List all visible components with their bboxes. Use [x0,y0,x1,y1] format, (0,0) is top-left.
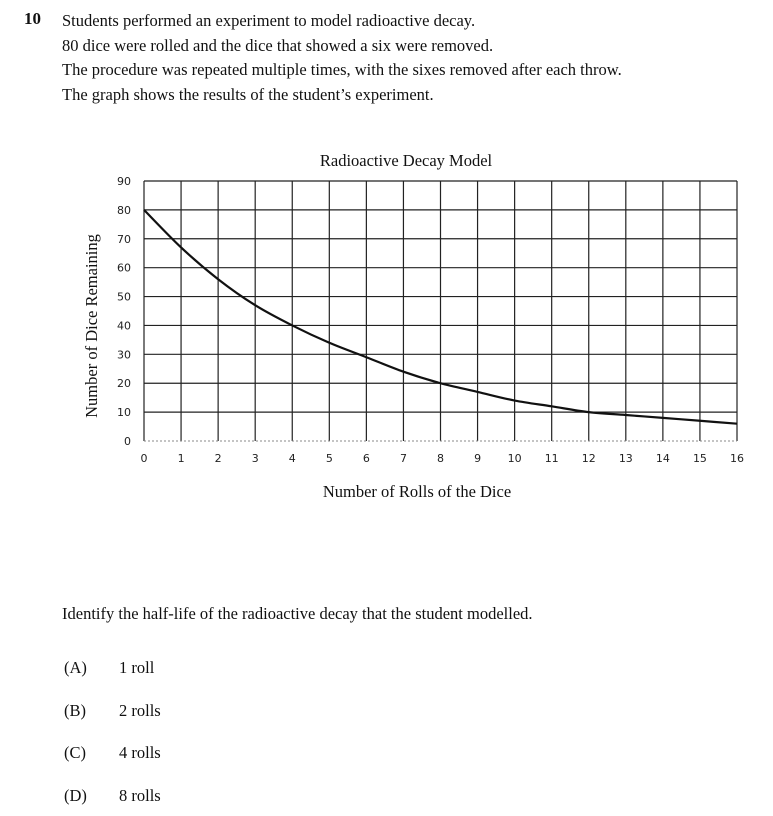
x-tick-label: 13 [618,452,633,465]
y-tick-label: 60 [117,261,131,275]
x-tick-label: 10 [507,452,522,465]
x-tick-label: 14 [655,452,670,465]
x-tick-label: 6 [362,452,370,465]
option-letter: (C) [64,743,86,762]
y-tick-label: 30 [117,348,131,362]
y-tick-label: 40 [117,319,131,333]
y-tick-label: 90 [117,175,131,188]
x-tick-label: 4 [288,452,296,465]
x-tick-label: 9 [474,452,482,465]
x-tick-label: 2 [214,452,222,465]
x-tick-label: 15 [692,452,707,465]
y-tick-label: 20 [117,377,131,391]
option-text: 1 roll [119,658,155,677]
y-tick-label: 50 [117,290,131,304]
option-text: 4 rolls [119,743,161,762]
question-stem [62,9,622,107]
y-tick-label: 0 [124,435,131,448]
x-tick-label: 0 [140,452,148,465]
stem-line: 80 dice were rolled and the dice that showed a six were removed. [62,35,494,55]
option-letter: (D) [64,786,87,805]
x-tick-label: 12 [581,452,596,465]
stem-line: Students performed an experiment to model radioactive decay. [62,11,476,30]
chart-title: Radioactive Decay Model [319,151,493,170]
x-axis-label: Number of Rolls of the Dice [322,482,512,501]
y-axis-label: Number of Dice Remaining [82,234,101,418]
x-tick-label: 7 [399,452,407,465]
x-tick-label: 8 [437,452,444,465]
y-tick-label: 10 [117,406,131,420]
question-number: 10 [24,9,41,28]
option-text: 8 rolls [119,786,161,805]
x-tick-label: 11 [544,452,559,465]
x-tick-label: 16 [730,452,744,465]
x-tick-label: 1 [177,452,185,465]
y-tick-label: 70 [117,232,131,246]
y-tick-label: 80 [117,203,131,217]
option-text: 2 rolls [119,701,161,720]
option-letter: (A) [64,658,87,677]
decay-chart [0,140,773,510]
question-prompt: Identify the half-life of the radioactive decay that the student modelled. [62,604,533,623]
x-tick-label: 5 [325,452,333,465]
stem-line: The procedure was repeated multiple times, with the sixes removed after each throw. [62,60,622,79]
x-tick-label: 3 [251,452,259,465]
stem-line: The graph shows the results of the student’s experiment. [62,84,434,104]
option-letter: (B) [64,701,86,720]
